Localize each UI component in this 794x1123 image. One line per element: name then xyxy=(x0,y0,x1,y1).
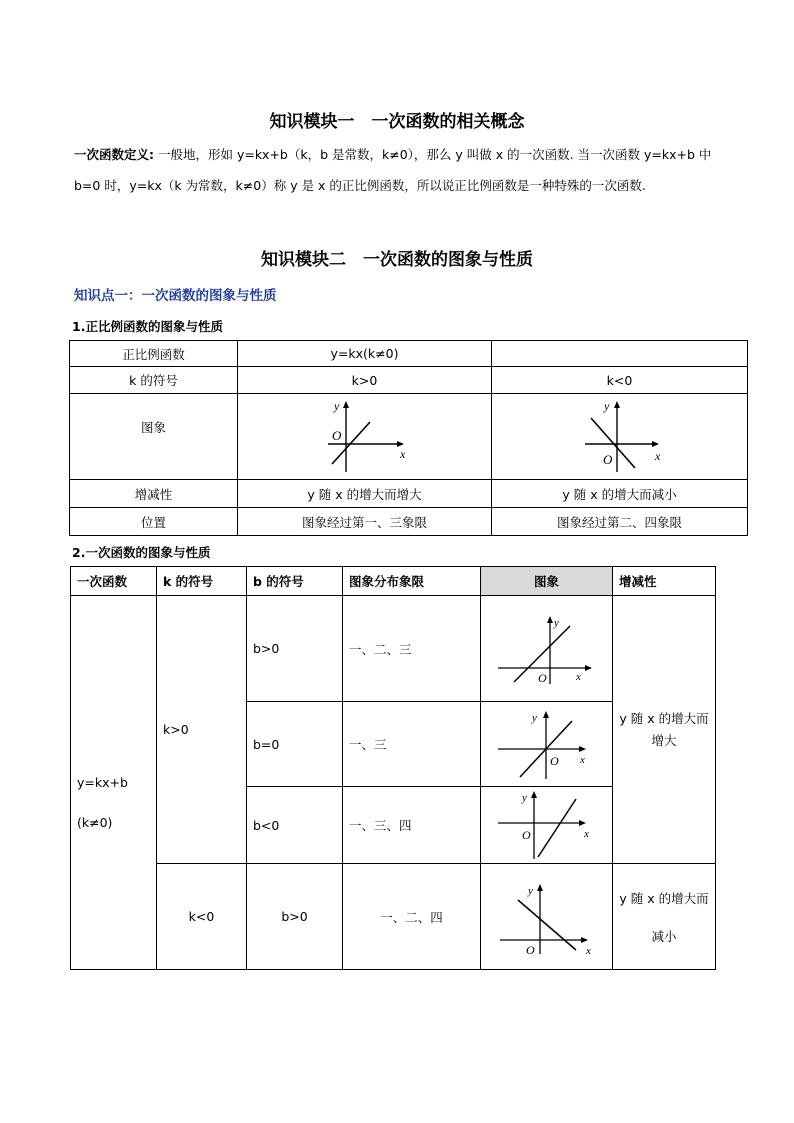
x-label: x xyxy=(579,754,585,766)
x-axis-arrow xyxy=(652,441,659,447)
y-axis-arrow xyxy=(547,616,553,623)
t1-cell: 正比例函数 xyxy=(70,341,238,367)
graph-cell xyxy=(481,787,613,864)
section1-title: 知识模块一 一次函数的相关概念 xyxy=(269,112,525,132)
t1-cell: 位置 xyxy=(70,508,238,536)
graph-k-positive xyxy=(320,398,410,476)
t1-cell: y 随 x 的增大而增大 xyxy=(238,480,492,508)
header-cell: 增减性 xyxy=(613,567,716,596)
y-axis-arrow xyxy=(537,884,543,891)
graph-cell xyxy=(481,864,613,970)
x-label: x xyxy=(585,944,591,956)
b-sign-cell: b=0 xyxy=(247,702,343,787)
graph-b-negative xyxy=(492,789,602,861)
y-axis-arrow xyxy=(543,711,549,718)
subsection-1-title: 1.正比例函数的图象与性质 xyxy=(72,319,223,334)
y-label: y xyxy=(603,398,609,413)
t1-cell: k<0 xyxy=(492,367,748,394)
x-label: x xyxy=(575,670,581,683)
k-sign-cell: k>0 xyxy=(157,596,247,864)
origin-label: O xyxy=(549,754,559,768)
graph-b-zero xyxy=(492,707,602,781)
b-sign-cell: b>0 xyxy=(247,864,343,970)
origin-label: O xyxy=(521,828,531,842)
increasing-text: y 随 x 的增大而增大 xyxy=(619,710,709,748)
graph-b-positive xyxy=(492,612,602,686)
x-axis-arrow xyxy=(579,820,586,826)
monotonicity-cell xyxy=(613,596,716,864)
y-label: y xyxy=(521,792,527,804)
t1-cell: 图象经过第二、四象限 xyxy=(492,508,748,536)
header-cell: k 的符号 xyxy=(157,567,247,596)
origin-label: O xyxy=(537,670,547,685)
quadrant-cell: 一、三、四 xyxy=(343,787,481,864)
y-label: y xyxy=(527,884,533,897)
section2-title: 知识模块二 一次函数的图象与性质 xyxy=(261,250,533,270)
header-cell: 一次函数 xyxy=(71,567,157,596)
x-label: x xyxy=(583,828,589,840)
x-axis-arrow xyxy=(579,746,586,752)
monotonicity-cell xyxy=(613,864,716,970)
y-axis-arrow xyxy=(614,401,620,408)
header-cell: 图象分布象限 xyxy=(343,567,481,596)
t1-cell: 增减性 xyxy=(70,480,238,508)
y-axis-arrow xyxy=(531,791,537,798)
graph-cell xyxy=(481,702,613,787)
linear-function-table xyxy=(70,566,716,970)
b-sign-cell: b>0 xyxy=(247,596,343,702)
graph-cell xyxy=(481,596,613,702)
function-cell xyxy=(71,596,157,970)
origin-label: O xyxy=(602,451,612,467)
t1-cell: k>0 xyxy=(238,367,492,394)
t1-cell xyxy=(492,341,748,367)
quadrant-cell: 一、二、三 xyxy=(343,596,481,702)
x-axis-arrow xyxy=(585,665,592,671)
origin-label: O xyxy=(331,427,341,443)
t1-cell: y 随 x 的增大而减小 xyxy=(492,480,748,508)
k-sign-cell: k<0 xyxy=(157,864,247,970)
y-label: y xyxy=(531,712,537,724)
quadrant-cell: 一、二、四 xyxy=(343,864,481,970)
y-label: y xyxy=(333,398,339,413)
graph-k-negative-b-positive xyxy=(492,878,602,956)
graph-cell xyxy=(492,394,748,480)
t1-cell: y=kx(k≠0) xyxy=(238,341,492,367)
y-label: y xyxy=(553,616,559,629)
definition-paragraph xyxy=(74,139,734,201)
definition-text: 一般地，形如 y=kx+b（k，b 是常数，k≠0），那么 y 叫做 x 的一次函数. 当一次函数 y=kx+b 中 b=0 时，y=kx（k 为常数，k≠0）称 y 是 x 的正比例函数，所以说正比例函数是一种特殊的一次函数. xyxy=(74,147,712,193)
function-line xyxy=(538,799,576,857)
t1-cell: 图象经过第一、三象限 xyxy=(238,508,492,536)
x-axis-arrow xyxy=(581,937,588,943)
header-cell: b 的符号 xyxy=(247,567,343,596)
quadrant-cell: 一、三 xyxy=(343,702,481,787)
decreasing-text-line1: y 随 x 的增大而 xyxy=(619,890,709,906)
header-cell: 图象 xyxy=(481,567,613,596)
proportional-function-table xyxy=(69,340,748,536)
b-sign-cell: b<0 xyxy=(247,787,343,864)
definition-label: 一次函数定义: xyxy=(74,147,154,162)
y-axis-arrow xyxy=(343,401,349,408)
x-label: x xyxy=(399,446,405,461)
x-label: x xyxy=(654,448,660,463)
graph-k-negative xyxy=(575,398,665,476)
decreasing-text-line2: 减小 xyxy=(651,928,677,944)
origin-label: O xyxy=(525,942,535,956)
t1-cell: 图象 xyxy=(70,394,238,480)
function-condition: (k≠0) xyxy=(77,815,113,830)
graph-cell xyxy=(238,394,492,480)
subsection-2-title: 2.一次函数的图象与性质 xyxy=(72,545,211,560)
t1-cell: k 的符号 xyxy=(70,367,238,394)
knowledge-point-title: 知识点一：一次函数的图象与性质 xyxy=(74,288,277,304)
function-formula: y=kx+b xyxy=(77,775,128,790)
function-line xyxy=(591,418,635,468)
